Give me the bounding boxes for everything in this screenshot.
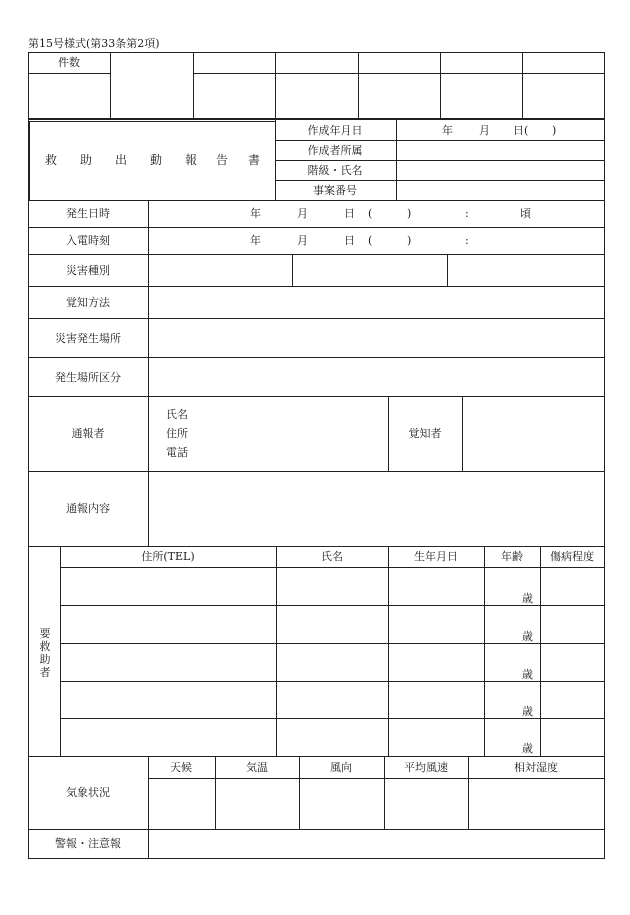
weather-header-wind-speed: 平均風速 xyxy=(404,761,448,774)
reporter-phone-label: 電話 xyxy=(166,446,188,459)
aware-person-label: 覚知者 xyxy=(408,427,442,440)
reporter-address-label: 住所 xyxy=(166,427,188,440)
title-char-7: 書 xyxy=(248,153,261,167)
rescue-side-char-2: 救 xyxy=(39,640,51,653)
call-month-unit: 月 xyxy=(297,234,308,247)
age-unit-row-3: 歳 xyxy=(522,668,533,681)
count-label: 件数 xyxy=(58,56,80,69)
weather-header-temp: 気温 xyxy=(246,761,268,774)
occurred-label: 発生日時 xyxy=(66,207,110,220)
weather-header-humidity: 相対湿度 xyxy=(514,761,558,774)
created-paren-close: ) xyxy=(552,124,557,137)
form-id: 第15号様式(第33条第2項) xyxy=(28,37,160,50)
location-label: 災害発生場所 xyxy=(55,332,121,345)
occurred-colon: : xyxy=(465,207,469,220)
title-char-4: 動 xyxy=(150,153,163,167)
created-date-label: 作成年月日 xyxy=(307,124,363,137)
occurred-rparen: ) xyxy=(407,207,412,220)
aware-method-label: 覚知方法 xyxy=(66,296,110,309)
occurred-day-unit: 日 xyxy=(344,207,355,220)
warnings-label: 警報・注意報 xyxy=(55,837,121,850)
rescue-header-address: 住所(TEL) xyxy=(141,550,195,563)
title-char-5: 報 xyxy=(185,153,198,167)
rank-name-label: 階級・氏名 xyxy=(307,164,363,177)
occurred-year-unit: 年 xyxy=(250,207,261,220)
age-unit-row-5: 歳 xyxy=(522,742,533,755)
age-unit-row-4: 歳 xyxy=(522,705,533,718)
weather-header-sky: 天候 xyxy=(170,761,192,774)
title-char-3: 出 xyxy=(115,153,128,167)
age-unit-row-1: 歳 xyxy=(522,592,533,605)
created-month-unit: 月 xyxy=(479,124,490,137)
occurred-lparen: ( xyxy=(368,207,373,220)
rescue-side-char-4: 者 xyxy=(39,666,51,679)
call-time-label: 入電時刻 xyxy=(66,234,110,247)
call-rparen: ) xyxy=(407,234,412,247)
weather-label: 気象状況 xyxy=(66,786,110,799)
created-dept-label: 作成者所属 xyxy=(307,144,363,157)
rescue-header-injury: 傷病程度 xyxy=(550,550,594,563)
call-lparen: ( xyxy=(368,234,373,247)
rescue-header-name: 氏名 xyxy=(321,550,343,563)
reporter-label: 通報者 xyxy=(71,427,105,440)
location-class-label: 発生場所区分 xyxy=(55,371,121,384)
title-char-6: 告 xyxy=(216,153,229,167)
title-char-1: 救 xyxy=(45,153,58,167)
rescue-header-age: 年齢 xyxy=(501,550,523,563)
case-no-label: 事案番号 xyxy=(313,184,357,197)
call-colon: : xyxy=(465,234,469,247)
created-year-unit: 年 xyxy=(442,124,453,137)
weather-header-wind-dir: 風向 xyxy=(330,761,352,774)
report-content-label: 通報内容 xyxy=(66,502,110,515)
occurred-approx: 頃 xyxy=(520,207,531,220)
age-unit-row-2: 歳 xyxy=(522,630,533,643)
call-day-unit: 日 xyxy=(344,234,355,247)
occurred-month-unit: 月 xyxy=(297,207,308,220)
reporter-name-label: 氏名 xyxy=(166,408,188,421)
rescue-side-char-3: 助 xyxy=(39,653,51,666)
disaster-type-label: 災害種別 xyxy=(66,264,110,277)
created-day-unit: 日( xyxy=(513,124,529,137)
rescue-header-birthdate: 生年月日 xyxy=(414,550,458,563)
title-char-2: 助 xyxy=(80,153,93,167)
rescue-side-char-1: 要 xyxy=(39,627,51,640)
call-year-unit: 年 xyxy=(250,234,261,247)
